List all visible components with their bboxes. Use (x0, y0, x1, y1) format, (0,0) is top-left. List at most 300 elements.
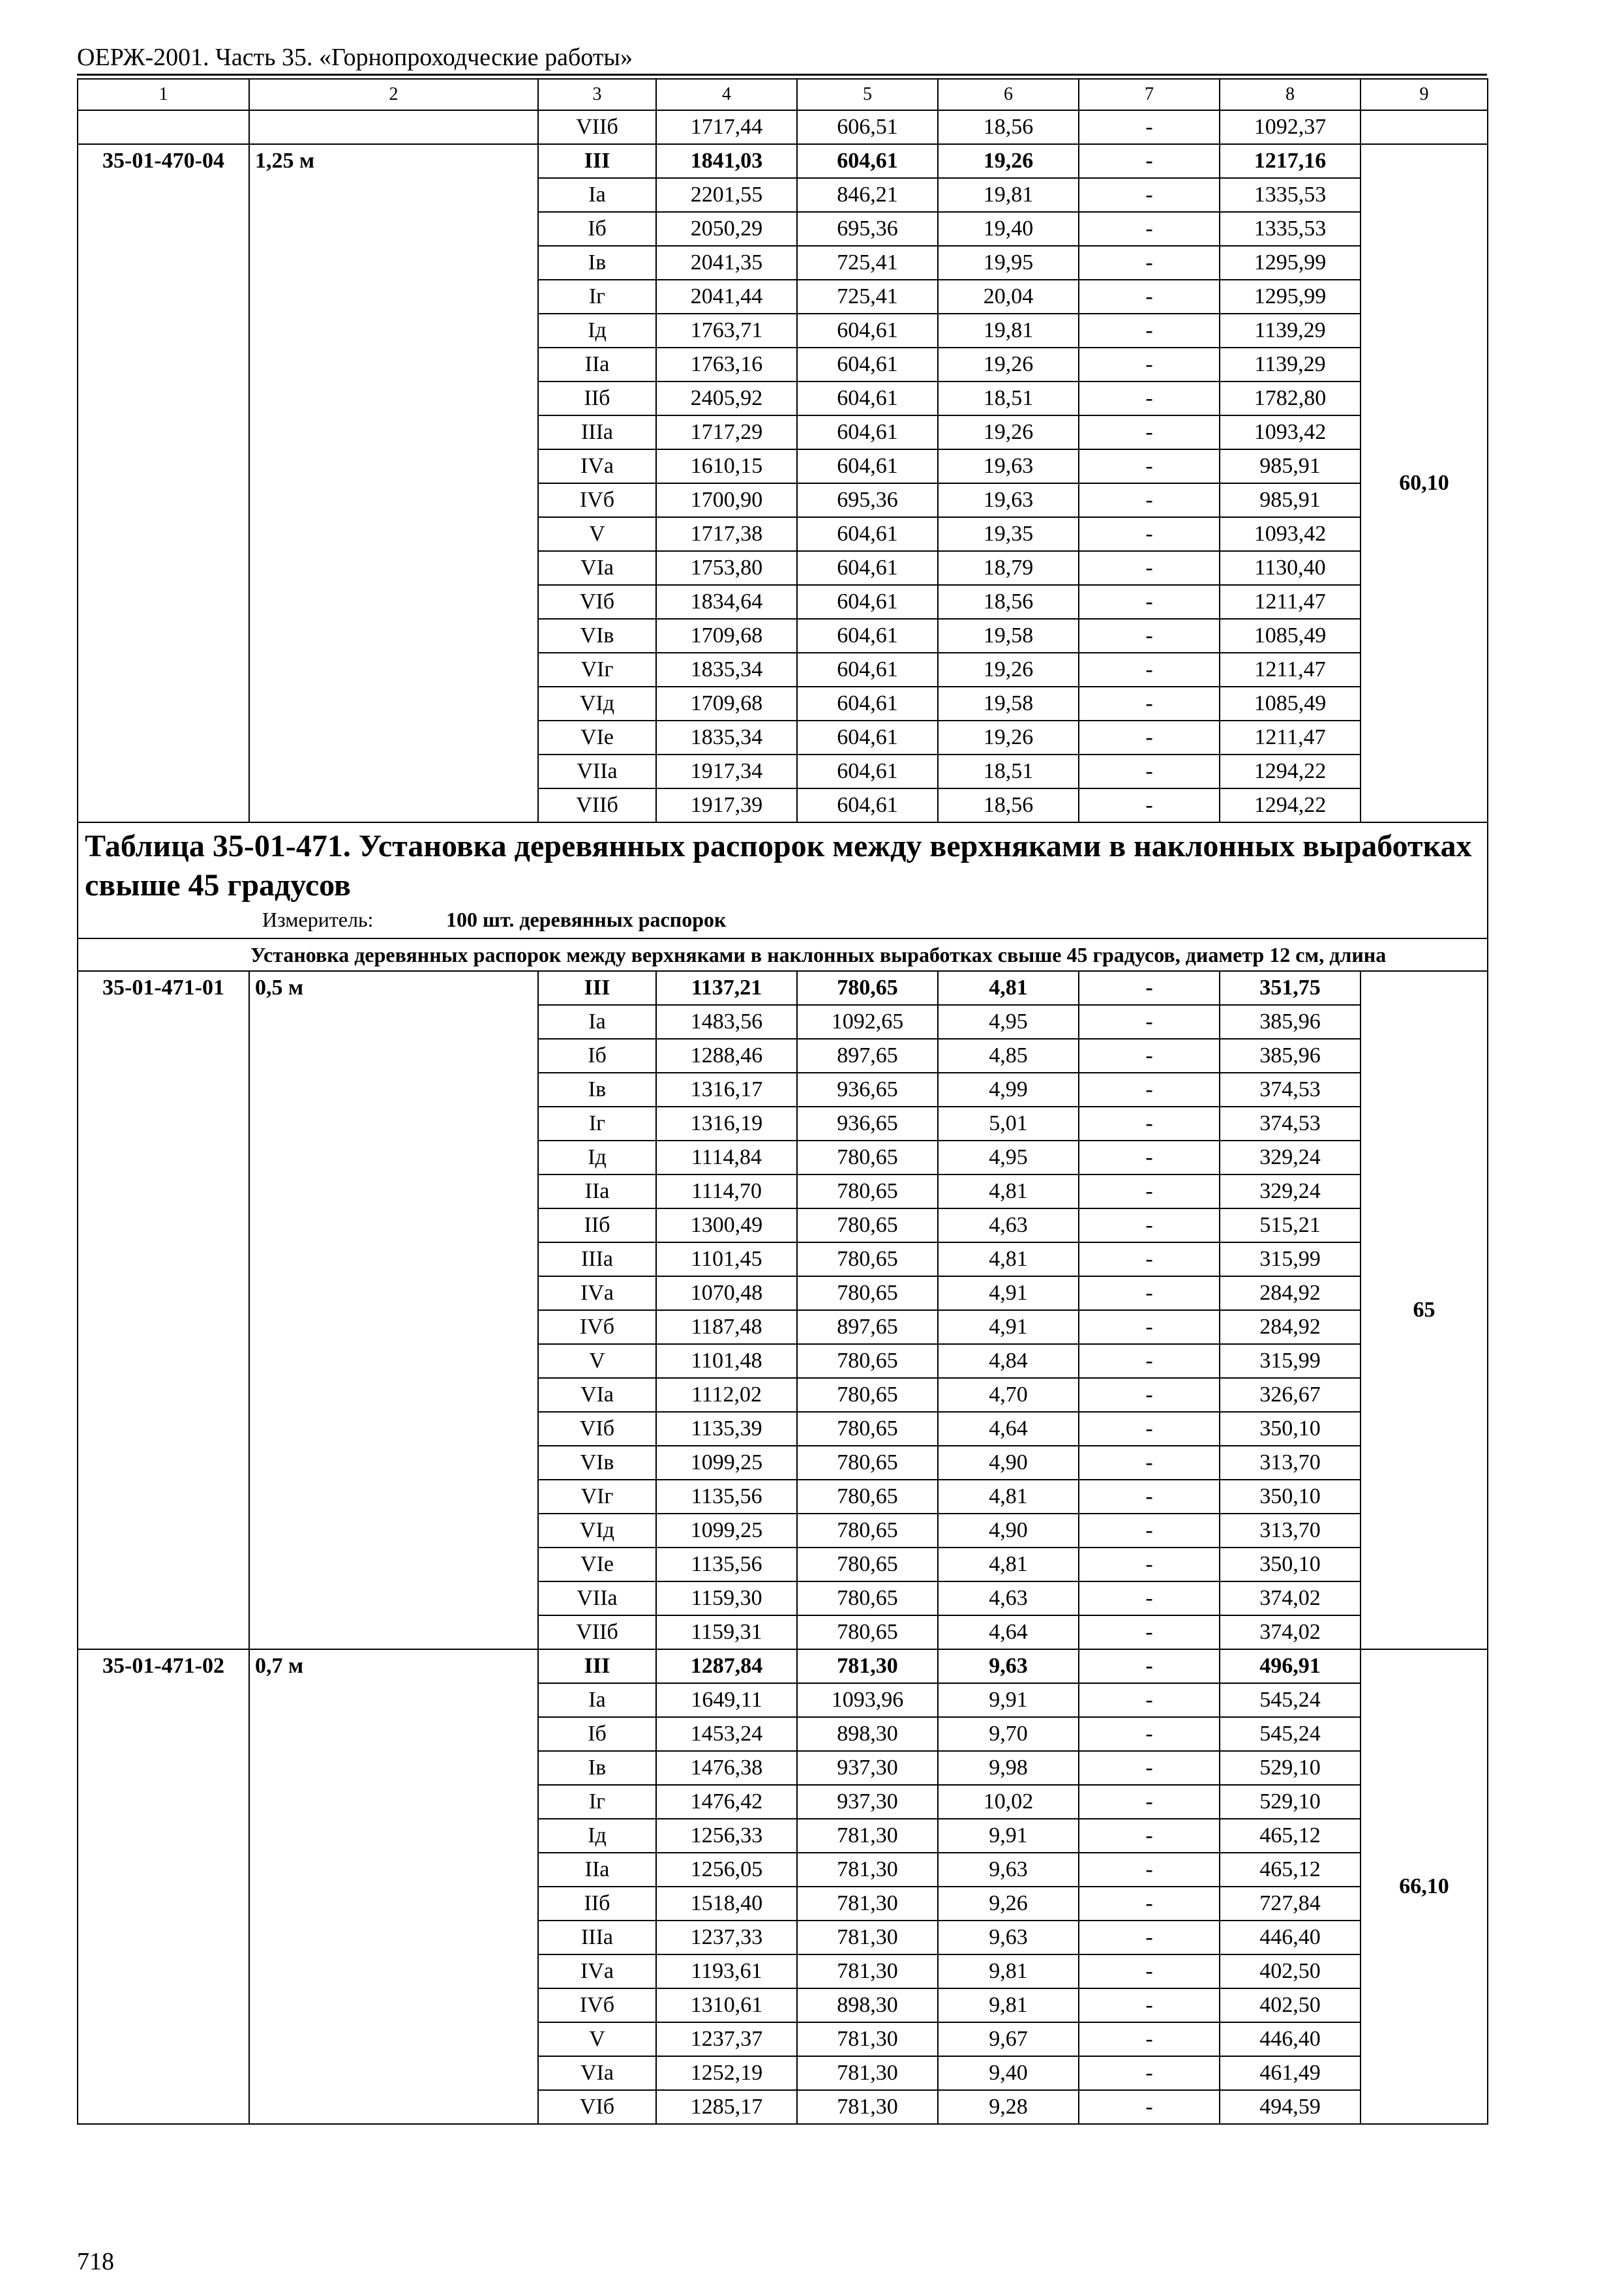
zone-cell: Iа (538, 1005, 656, 1039)
materials-cell: 326,67 (1220, 1378, 1361, 1412)
zone-cell: IIб (538, 1887, 656, 1921)
materials-cell: 727,84 (1220, 1887, 1361, 1921)
materials-cell: 385,96 (1220, 1005, 1361, 1039)
zone-cell: VIе (538, 721, 656, 755)
driver-wages-cell: - (1079, 1005, 1220, 1039)
total-cost-cell: 1159,30 (656, 1581, 797, 1615)
wages-cell: 604,61 (797, 348, 938, 382)
driver-wages-cell: - (1079, 1344, 1220, 1378)
machines-cell: 9,26 (938, 1887, 1079, 1921)
driver-wages-cell: - (1079, 314, 1220, 348)
driver-wages-cell: - (1079, 2022, 1220, 2056)
materials-cell: 1093,42 (1220, 415, 1361, 449)
machines-cell: 19,63 (938, 449, 1079, 483)
table-row (78, 971, 1488, 1005)
driver-wages-cell: - (1079, 619, 1220, 653)
driver-wages-cell: - (1079, 1717, 1220, 1751)
total-cost-cell: 1649,11 (656, 1683, 797, 1717)
driver-wages-cell: - (1079, 1954, 1220, 1988)
materials-cell: 985,91 (1220, 483, 1361, 517)
materials-cell: 496,91 (1220, 1649, 1361, 1683)
machines-cell: 18,51 (938, 382, 1079, 415)
machines-cell: 19,26 (938, 144, 1079, 178)
machines-cell: 4,81 (938, 1174, 1079, 1208)
parameter-cell: 0,5 м (249, 971, 538, 1649)
machines-cell: 19,40 (938, 212, 1079, 246)
machines-cell: 4,84 (938, 1344, 1079, 1378)
machines-cell: 9,63 (938, 1921, 1079, 1954)
rate-code-cell (78, 110, 249, 144)
wages-cell: 780,65 (797, 1378, 938, 1412)
rate-code-cell: 35-01-471-02 (78, 1649, 249, 2124)
materials-cell: 985,91 (1220, 449, 1361, 483)
total-cost-cell: 1717,44 (656, 110, 797, 144)
materials-cell: 465,12 (1220, 1819, 1361, 1853)
materials-cell: 529,10 (1220, 1785, 1361, 1819)
zone-cell: VIIб (538, 788, 656, 822)
driver-wages-cell: - (1079, 212, 1220, 246)
labor-cost-cell (1361, 110, 1488, 144)
wages-cell: 604,61 (797, 653, 938, 687)
materials-cell: 350,10 (1220, 1412, 1361, 1446)
materials-cell: 315,99 (1220, 1344, 1361, 1378)
column-number: 7 (1079, 79, 1220, 110)
materials-cell: 1139,29 (1220, 314, 1361, 348)
machines-cell: 4,99 (938, 1073, 1079, 1107)
total-cost-cell: 1193,61 (656, 1954, 797, 1988)
zone-cell: VIе (538, 1548, 656, 1581)
table-row (78, 144, 1488, 178)
total-cost-cell: 1159,31 (656, 1615, 797, 1649)
column-number: 2 (249, 79, 538, 110)
zone-cell: VIб (538, 1412, 656, 1446)
machines-cell: 9,63 (938, 1649, 1079, 1683)
machines-cell: 19,63 (938, 483, 1079, 517)
machines-cell: 19,26 (938, 348, 1079, 382)
column-number-row (78, 79, 1488, 110)
materials-cell: 329,24 (1220, 1174, 1361, 1208)
running-header: ОЕРЖ-2001. Часть 35. «Горнопроходческие работы» (77, 44, 633, 71)
machines-cell: 18,56 (938, 585, 1079, 619)
driver-wages-cell: - (1079, 1480, 1220, 1514)
materials-cell: 1093,42 (1220, 517, 1361, 551)
total-cost-cell: 1483,56 (656, 1005, 797, 1039)
total-cost-cell: 1717,38 (656, 517, 797, 551)
total-cost-cell: 1835,34 (656, 721, 797, 755)
driver-wages-cell: - (1079, 246, 1220, 280)
rate-code-cell: 35-01-470-04 (78, 144, 249, 822)
wages-cell: 604,61 (797, 382, 938, 415)
machines-cell: 4,90 (938, 1446, 1079, 1480)
driver-wages-cell: - (1079, 280, 1220, 314)
machines-cell: 4,64 (938, 1615, 1079, 1649)
wages-cell: 604,61 (797, 619, 938, 653)
machines-cell: 10,02 (938, 1785, 1079, 1819)
zone-cell: VIб (538, 585, 656, 619)
driver-wages-cell: - (1079, 348, 1220, 382)
driver-wages-cell: - (1079, 1853, 1220, 1887)
wages-cell: 606,51 (797, 110, 938, 144)
machines-cell: 4,81 (938, 1480, 1079, 1514)
wages-cell: 780,65 (797, 1344, 938, 1378)
materials-cell: 1335,53 (1220, 212, 1361, 246)
wages-cell: 937,30 (797, 1785, 938, 1819)
header-rule (77, 74, 1487, 76)
total-cost-cell: 1135,56 (656, 1480, 797, 1514)
zone-cell: Iд (538, 1819, 656, 1853)
materials-cell: 1294,22 (1220, 755, 1361, 788)
total-cost-cell: 1316,17 (656, 1073, 797, 1107)
materials-cell: 284,92 (1220, 1276, 1361, 1310)
machines-cell: 19,35 (938, 517, 1079, 551)
wages-cell: 780,65 (797, 1141, 938, 1174)
zone-cell: III (538, 971, 656, 1005)
total-cost-cell: 1237,37 (656, 2022, 797, 2056)
materials-cell: 385,96 (1220, 1039, 1361, 1073)
column-number: 4 (656, 79, 797, 110)
wages-cell: 781,30 (797, 2022, 938, 2056)
zone-cell: VIа (538, 1378, 656, 1412)
column-number: 6 (938, 79, 1079, 110)
machines-cell: 4,63 (938, 1208, 1079, 1242)
wages-cell: 725,41 (797, 280, 938, 314)
machines-cell: 4,63 (938, 1581, 1079, 1615)
wages-cell: 897,65 (797, 1039, 938, 1073)
wages-cell: 780,65 (797, 971, 938, 1005)
materials-cell: 313,70 (1220, 1514, 1361, 1548)
driver-wages-cell: - (1079, 1887, 1220, 1921)
zone-cell: Iд (538, 1141, 656, 1174)
total-cost-cell: 1099,25 (656, 1514, 797, 1548)
materials-cell: 515,21 (1220, 1208, 1361, 1242)
zone-cell: V (538, 1344, 656, 1378)
total-cost-cell: 2041,44 (656, 280, 797, 314)
machines-cell: 4,95 (938, 1141, 1079, 1174)
driver-wages-cell: - (1079, 755, 1220, 788)
driver-wages-cell: - (1079, 1615, 1220, 1649)
zone-cell: VIд (538, 1514, 656, 1548)
total-cost-cell: 1256,33 (656, 1819, 797, 1853)
wages-cell: 780,65 (797, 1615, 938, 1649)
total-cost-cell: 1709,68 (656, 687, 797, 721)
total-cost-cell: 1114,84 (656, 1141, 797, 1174)
total-cost-cell: 1709,68 (656, 619, 797, 653)
zone-cell: Iв (538, 1073, 656, 1107)
machines-cell: 19,26 (938, 721, 1079, 755)
wages-cell: 846,21 (797, 178, 938, 212)
zone-cell: Iг (538, 1785, 656, 1819)
materials-cell: 446,40 (1220, 2022, 1361, 2056)
table-row (78, 110, 1488, 144)
wages-cell: 780,65 (797, 1514, 938, 1548)
total-cost-cell: 1135,39 (656, 1412, 797, 1446)
wages-cell: 781,30 (797, 2090, 938, 2124)
driver-wages-cell: - (1079, 144, 1220, 178)
total-cost-cell: 1476,38 (656, 1751, 797, 1785)
parameter-cell (249, 110, 538, 144)
zone-cell: VIIб (538, 110, 656, 144)
total-cost-cell: 1917,39 (656, 788, 797, 822)
materials-cell: 529,10 (1220, 1751, 1361, 1785)
labor-cost-cell: 66,10 (1361, 1649, 1488, 2124)
driver-wages-cell: - (1079, 1819, 1220, 1853)
zone-cell: VIа (538, 2056, 656, 2090)
total-cost-cell: 1137,21 (656, 971, 797, 1005)
zone-cell: IVб (538, 1988, 656, 2022)
driver-wages-cell: - (1079, 653, 1220, 687)
materials-cell: 313,70 (1220, 1446, 1361, 1480)
zone-cell: Iв (538, 1751, 656, 1785)
wages-cell: 695,36 (797, 212, 938, 246)
materials-cell: 545,24 (1220, 1717, 1361, 1751)
driver-wages-cell: - (1079, 1073, 1220, 1107)
machines-cell: 9,91 (938, 1683, 1079, 1717)
wages-cell: 780,65 (797, 1242, 938, 1276)
wages-cell: 781,30 (797, 1853, 938, 1887)
column-number: 5 (797, 79, 938, 110)
zone-cell: IIIа (538, 415, 656, 449)
zone-cell: Iб (538, 1039, 656, 1073)
page-number: 718 (77, 2248, 114, 2275)
driver-wages-cell: - (1079, 1039, 1220, 1073)
zone-cell: IIа (538, 1174, 656, 1208)
machines-cell: 4,64 (938, 1412, 1079, 1446)
driver-wages-cell: - (1079, 1141, 1220, 1174)
machines-cell: 9,63 (938, 1853, 1079, 1887)
machines-cell: 19,58 (938, 687, 1079, 721)
wages-cell: 898,30 (797, 1988, 938, 2022)
machines-cell: 19,26 (938, 415, 1079, 449)
wages-cell: 604,61 (797, 415, 938, 449)
total-cost-cell: 2201,55 (656, 178, 797, 212)
total-cost-cell: 1252,19 (656, 2056, 797, 2090)
materials-cell: 351,75 (1220, 971, 1361, 1005)
wages-cell: 780,65 (797, 1446, 938, 1480)
driver-wages-cell: - (1079, 382, 1220, 415)
machines-cell: 9,67 (938, 2022, 1079, 2056)
zone-cell: III (538, 1649, 656, 1683)
materials-cell: 446,40 (1220, 1921, 1361, 1954)
driver-wages-cell: - (1079, 1412, 1220, 1446)
driver-wages-cell: - (1079, 415, 1220, 449)
zone-cell: VIIа (538, 755, 656, 788)
driver-wages-cell: - (1079, 1276, 1220, 1310)
materials-cell: 1294,22 (1220, 788, 1361, 822)
machines-cell: 19,81 (938, 314, 1079, 348)
materials-cell: 374,02 (1220, 1581, 1361, 1615)
driver-wages-cell: - (1079, 517, 1220, 551)
materials-cell: 1217,16 (1220, 144, 1361, 178)
driver-wages-cell: - (1079, 687, 1220, 721)
wages-cell: 781,30 (797, 1819, 938, 1853)
total-cost-cell: 1763,16 (656, 348, 797, 382)
materials-cell: 1211,47 (1220, 653, 1361, 687)
zone-cell: VIа (538, 551, 656, 585)
zone-cell: VIб (538, 2090, 656, 2124)
wages-cell: 780,65 (797, 1412, 938, 1446)
column-number: 3 (538, 79, 656, 110)
rates-table-body (78, 79, 1488, 2124)
materials-cell: 1130,40 (1220, 551, 1361, 585)
labor-cost-cell: 60,10 (1361, 144, 1488, 822)
zone-cell: Iб (538, 1717, 656, 1751)
machines-cell: 9,98 (938, 1751, 1079, 1785)
table-title-cell (78, 822, 1488, 938)
labor-cost-cell: 65 (1361, 971, 1488, 1649)
machines-cell: 4,95 (938, 1005, 1079, 1039)
driver-wages-cell: - (1079, 1208, 1220, 1242)
total-cost-cell: 1316,19 (656, 1107, 797, 1141)
driver-wages-cell: - (1079, 2090, 1220, 2124)
total-cost-cell: 1453,24 (656, 1717, 797, 1751)
total-cost-cell: 1101,48 (656, 1344, 797, 1378)
total-cost-cell: 2050,29 (656, 212, 797, 246)
wages-cell: 695,36 (797, 483, 938, 517)
driver-wages-cell: - (1079, 971, 1220, 1005)
table-title: Таблица 35-01-471. Установка деревянных распорок между верхняками в наклонных выработках свыше 45 градусов (85, 829, 1472, 903)
table-description-cell (78, 938, 1488, 971)
materials-cell: 461,49 (1220, 2056, 1361, 2090)
materials-cell: 350,10 (1220, 1480, 1361, 1514)
driver-wages-cell: - (1079, 449, 1220, 483)
wages-cell: 898,30 (797, 1717, 938, 1751)
wages-cell: 936,65 (797, 1107, 938, 1141)
materials-cell: 315,99 (1220, 1242, 1361, 1276)
column-number: 1 (78, 79, 249, 110)
driver-wages-cell: - (1079, 788, 1220, 822)
wages-cell: 604,61 (797, 449, 938, 483)
zone-cell: IIа (538, 1853, 656, 1887)
wages-cell: 897,65 (797, 1310, 938, 1344)
materials-cell: 350,10 (1220, 1548, 1361, 1581)
machines-cell: 4,91 (938, 1310, 1079, 1344)
materials-cell: 494,59 (1220, 2090, 1361, 2124)
driver-wages-cell: - (1079, 1378, 1220, 1412)
driver-wages-cell: - (1079, 1921, 1220, 1954)
total-cost-cell: 1099,25 (656, 1446, 797, 1480)
total-cost-cell: 1841,03 (656, 144, 797, 178)
measure-label: Измеритель: (262, 908, 374, 931)
machines-cell: 18,56 (938, 110, 1079, 144)
total-cost-cell: 1310,61 (656, 1988, 797, 2022)
wages-cell: 937,30 (797, 1751, 938, 1785)
table-title-row (78, 822, 1488, 938)
wages-cell: 1092,65 (797, 1005, 938, 1039)
materials-cell: 284,92 (1220, 1310, 1361, 1344)
driver-wages-cell: - (1079, 1174, 1220, 1208)
machines-cell: 9,81 (938, 1988, 1079, 2022)
machines-cell: 5,01 (938, 1107, 1079, 1141)
total-cost-cell: 1114,70 (656, 1174, 797, 1208)
materials-cell: 545,24 (1220, 1683, 1361, 1717)
machines-cell: 9,28 (938, 2090, 1079, 2124)
total-cost-cell: 1518,40 (656, 1887, 797, 1921)
wages-cell: 604,61 (797, 788, 938, 822)
zone-cell: IVб (538, 1310, 656, 1344)
zone-cell: IVа (538, 449, 656, 483)
rates-table (77, 78, 1488, 2125)
zone-cell: Iг (538, 1107, 656, 1141)
wages-cell: 604,61 (797, 721, 938, 755)
wages-cell: 780,65 (797, 1548, 938, 1581)
total-cost-cell: 1835,34 (656, 653, 797, 687)
total-cost-cell: 1135,56 (656, 1548, 797, 1581)
materials-cell: 1782,80 (1220, 382, 1361, 415)
zone-cell: Iд (538, 314, 656, 348)
zone-cell: IVб (538, 483, 656, 517)
wages-cell: 780,65 (797, 1208, 938, 1242)
materials-cell: 402,50 (1220, 1988, 1361, 2022)
machines-cell: 18,79 (938, 551, 1079, 585)
zone-cell: VIв (538, 1446, 656, 1480)
driver-wages-cell: - (1079, 1751, 1220, 1785)
materials-cell: 1139,29 (1220, 348, 1361, 382)
materials-cell: 1295,99 (1220, 280, 1361, 314)
machines-cell: 19,26 (938, 653, 1079, 687)
zone-cell: V (538, 517, 656, 551)
total-cost-cell: 1763,71 (656, 314, 797, 348)
driver-wages-cell: - (1079, 110, 1220, 144)
total-cost-cell: 1112,02 (656, 1378, 797, 1412)
materials-cell: 1295,99 (1220, 246, 1361, 280)
measure-value: 100 шт. деревянных распорок (446, 908, 727, 931)
machines-cell: 4,91 (938, 1276, 1079, 1310)
total-cost-cell: 1834,64 (656, 585, 797, 619)
wages-cell: 781,30 (797, 1954, 938, 1988)
materials-cell: 374,53 (1220, 1073, 1361, 1107)
machines-cell: 20,04 (938, 280, 1079, 314)
wages-cell: 604,61 (797, 517, 938, 551)
materials-cell: 374,53 (1220, 1107, 1361, 1141)
wages-cell: 725,41 (797, 246, 938, 280)
zone-cell: VIв (538, 619, 656, 653)
total-cost-cell: 2041,35 (656, 246, 797, 280)
materials-cell: 1211,47 (1220, 721, 1361, 755)
zone-cell: IIIа (538, 1242, 656, 1276)
zone-cell: VIг (538, 1480, 656, 1514)
wages-cell: 604,61 (797, 144, 938, 178)
materials-cell: 374,02 (1220, 1615, 1361, 1649)
zone-cell: Iа (538, 1683, 656, 1717)
machines-cell: 19,95 (938, 246, 1079, 280)
driver-wages-cell: - (1079, 483, 1220, 517)
machines-cell: 9,40 (938, 2056, 1079, 2090)
wages-cell: 1093,96 (797, 1683, 938, 1717)
machines-cell: 4,90 (938, 1514, 1079, 1548)
total-cost-cell: 1237,33 (656, 1921, 797, 1954)
zone-cell: VIIб (538, 1615, 656, 1649)
wages-cell: 604,61 (797, 687, 938, 721)
driver-wages-cell: - (1079, 1581, 1220, 1615)
table-description-row (78, 938, 1488, 971)
machines-cell: 18,51 (938, 755, 1079, 788)
wages-cell: 781,30 (797, 1887, 938, 1921)
column-number: 8 (1220, 79, 1361, 110)
total-cost-cell: 1610,15 (656, 449, 797, 483)
table-description: Установка деревянных распорок между верхняками в наклонных выработках свыше 45 градусов, диаметр 12 см, длина (250, 943, 1387, 966)
zone-cell: VIд (538, 687, 656, 721)
driver-wages-cell: - (1079, 1446, 1220, 1480)
driver-wages-cell: - (1079, 1107, 1220, 1141)
zone-cell: VIIа (538, 1581, 656, 1615)
total-cost-cell: 1070,48 (656, 1276, 797, 1310)
driver-wages-cell: - (1079, 1988, 1220, 2022)
driver-wages-cell: - (1079, 1242, 1220, 1276)
column-number: 9 (1361, 79, 1488, 110)
zone-cell: VIг (538, 653, 656, 687)
driver-wages-cell: - (1079, 1310, 1220, 1344)
total-cost-cell: 1700,90 (656, 483, 797, 517)
